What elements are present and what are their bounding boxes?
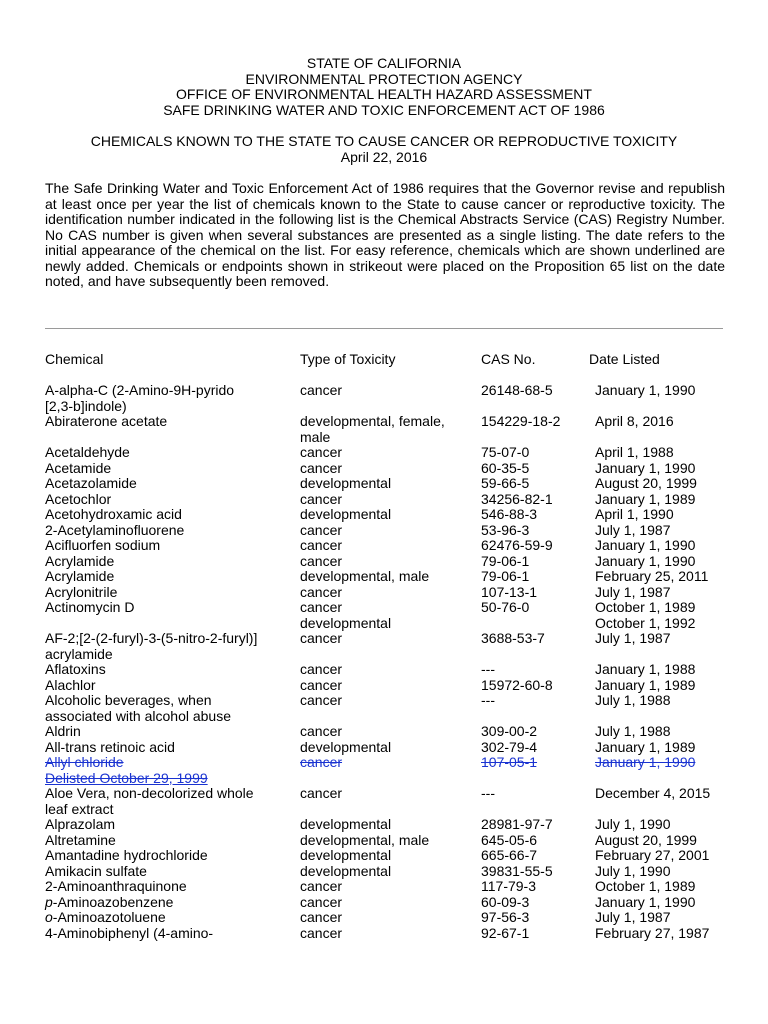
chemical-cell: Altretamine — [45, 831, 116, 848]
toxicity-cell: cancer — [300, 723, 343, 739]
chemical-cell: Amantadine hydrochloride — [45, 847, 208, 863]
chemical-cell: Actinomycin D — [45, 599, 135, 615]
cas-cell: 34256-82-1 — [481, 490, 553, 507]
cas-cell: 107-05-1 — [481, 754, 538, 770]
chemical-cell: A-alpha-C (2-Amino-9H-pyrido [2,3-b]indole) — [45, 382, 235, 414]
column-header-date: Date Listed — [589, 351, 660, 367]
cas-cell: 79-06-1 — [481, 568, 530, 584]
cas-cell: 546-88-3 — [481, 506, 538, 522]
chemical-cell: Aldrin — [45, 723, 81, 739]
date-cell: February 27, 2001 — [595, 847, 710, 863]
toxicity-cell: cancer — [300, 692, 343, 708]
date-cell: July 1, 1987 — [595, 521, 671, 538]
date-cell: January 1, 1990 — [595, 893, 696, 910]
table-row — [0, 631, 768, 662]
column-header-chemical: Chemical — [45, 351, 104, 367]
header-line-state: STATE OF CALIFORNIA — [306, 55, 462, 71]
toxicity-cell: developmental, male — [300, 568, 430, 584]
cas-cell: 645-05-6 — [481, 831, 538, 848]
chemical-cell: 4-Aminobiphenyl (4-amino- — [45, 924, 214, 941]
table-row — [0, 786, 768, 817]
date-cell: April 1, 1990 — [595, 506, 674, 522]
table-row — [0, 538, 768, 554]
date-cell: December 4, 2015 — [595, 785, 711, 801]
table-row — [0, 662, 768, 678]
cas-cell: 62476-59-9 — [481, 537, 553, 553]
date-cell: January 1, 1990 — [595, 552, 696, 569]
chemical-cell: 2-Aminoanthraquinone — [45, 878, 187, 894]
toxicity-cell: cancer — [300, 583, 343, 600]
table-row — [0, 910, 768, 926]
date-cell: April 8, 2016 — [595, 413, 674, 429]
cas-cell: 59-66-5 — [481, 475, 530, 491]
cas-cell: 665-66-7 — [481, 847, 538, 863]
chemical-cell: Aloe Vera, non-decolorized whole leaf extract — [45, 785, 254, 817]
chemical-cell: Acetaldehyde — [45, 444, 130, 460]
chemical-cell: Acetohydroxamic acid — [45, 506, 182, 522]
toxicity-cell: cancer — [300, 459, 343, 476]
date-cell: January 1, 1989 — [595, 676, 696, 693]
toxicity-cell: cancer — [300, 754, 343, 770]
date-cell: August 20, 1999 — [595, 475, 697, 491]
toxicity-cell: developmental — [300, 816, 392, 832]
header-line-agency: ENVIRONMENTAL PROTECTION AGENCY — [245, 70, 523, 87]
document-header — [0, 56, 768, 118]
date-cell: July 1, 1988 — [595, 692, 671, 708]
chemical-cell: Abiraterone acetate — [45, 413, 168, 429]
cas-cell: 3688-53-7 — [481, 630, 545, 646]
table-row — [0, 523, 768, 539]
date-cell: February 27, 1987 — [595, 924, 710, 941]
chemical-cell: All-trans retinoic acid — [45, 738, 175, 755]
date-cell: July 1, 1987 — [595, 583, 671, 600]
cas-cell: 154229-18-2 — [481, 413, 561, 429]
intro-paragraph: The Safe Drinking Water and Toxic Enforcement Act of 1986 requires that the Governor revise and republish at least once per year the list of chemicals known to the State to cause cancer or reproductive toxicity. The identification number indicated in the following list is the Chemical Abstracts Service (CAS) Registry Number. No CAS number is given when several substances are presented as a single listing. The date refers to the initial appearance of the chemical on the list. For easy reference, chemicals which are shown underlined are newly added. Chemicals or endpoints shown in strikeout were placed on the Proposition 65 list on the date noted, and have subsequently been removed. — [45, 180, 725, 289]
table-row — [0, 895, 768, 911]
toxicity-cell: developmental — [300, 475, 392, 491]
toxicity-cell: cancer — [300, 537, 343, 553]
cas-cell: 15972-60-8 — [481, 676, 553, 693]
chemical-cell: Alcoholic beverages, when associated with alcohol abuse — [45, 692, 232, 724]
chemical-cell: Alachlor — [45, 676, 96, 693]
chemical-cell: Acrylonitrile — [45, 583, 118, 600]
toxicity-cell: developmental, male — [300, 831, 430, 848]
table-row — [0, 740, 768, 756]
table-row — [0, 833, 768, 849]
table-row — [0, 600, 768, 631]
table-row — [0, 507, 768, 523]
chemical-cell: Acrylamide — [45, 568, 115, 584]
toxicity-cell: cancer — [300, 661, 343, 677]
cas-cell: 75-07-0 — [481, 444, 530, 460]
table-row — [0, 492, 768, 508]
toxicity-cell: cancer — [300, 552, 343, 569]
chemical-cell: Aflatoxins — [45, 661, 106, 677]
table-row — [0, 678, 768, 694]
toxicity-cell: cancer — [300, 382, 343, 398]
document-title: CHEMICALS KNOWN TO THE STATE TO CAUSE CANCER OR REPRODUCTIVE TOXICITY — [90, 133, 678, 149]
toxicity-cell: cancer — [300, 630, 343, 646]
document-date: April 22, 2016 — [340, 148, 428, 165]
toxicity-cell: developmental — [300, 847, 392, 863]
date-cell: January 1, 1990 — [595, 754, 696, 770]
date-cell: January 1, 1990 — [595, 537, 696, 553]
toxicity-cell: cancer — [300, 909, 343, 925]
date-cell: July 1, 1987 — [595, 909, 671, 925]
cas-cell: --- — [481, 785, 495, 801]
chemical-cell: p-Aminoazobenzene — [45, 893, 174, 910]
header-line-office: OFFICE OF ENVIRONMENTAL HEALTH HAZARD ASSESSMENT — [176, 86, 592, 102]
cas-cell: 60-35-5 — [481, 459, 530, 476]
toxicity-cell: cancer — [300, 444, 343, 460]
toxicity-cell: developmental — [300, 506, 392, 522]
column-header-cas: CAS No. — [481, 351, 536, 367]
chemical-cell: Acetazolamide — [45, 475, 137, 491]
cas-cell: --- — [481, 661, 495, 677]
date-cell: January 1, 1989 — [595, 738, 696, 755]
table-row — [0, 693, 768, 724]
delisted-note: Delisted October 29, 1999 — [45, 769, 208, 786]
chemical-list — [0, 383, 768, 941]
cas-cell: 39831-55-5 — [481, 862, 553, 879]
cas-cell: --- — [481, 692, 495, 708]
table-row — [0, 383, 768, 414]
toxicity-cell: cancer — [300, 893, 343, 910]
date-cell: January 1, 1989 — [595, 490, 696, 507]
table-row — [0, 724, 768, 740]
date-cell: July 1, 1990 — [595, 816, 671, 832]
chemical-cell: Acetamide — [45, 459, 112, 476]
date-cell: July 1, 1988 — [595, 723, 671, 739]
toxicity-cell: developmental — [300, 862, 392, 879]
toxicity-cell: cancer — [300, 490, 343, 507]
table-row — [0, 755, 768, 786]
table-row — [0, 461, 768, 477]
date-cell: February 25, 2011 — [595, 568, 709, 584]
toxicity-cell: cancer — [300, 521, 343, 538]
date-cell: January 1, 1990 — [595, 459, 696, 476]
date-cell: October 1, 1989 — [595, 878, 696, 894]
toxicity-cell: cancer — [300, 785, 343, 801]
cas-cell: 92-67-1 — [481, 924, 530, 941]
date-cell: January 1, 1990 — [595, 382, 696, 398]
document-title-block — [0, 134, 768, 165]
cas-cell: 26148-68-5 — [481, 382, 553, 398]
cas-cell: 50-76-0 — [481, 599, 530, 615]
cas-cell: 97-56-3 — [481, 909, 530, 925]
date-cell: October 1, 1989 October 1, 1992 — [595, 599, 696, 631]
chemical-cell: o-Aminoazotoluene — [45, 909, 166, 925]
toxicity-cell: cancer — [300, 878, 343, 894]
toxicity-cell: developmental — [300, 738, 392, 755]
chemical-cell: Amikacin sulfate — [45, 862, 147, 879]
chemical-cell: AF-2;[2-(2-furyl)-3-(5-nitro-2-furyl)] acrylamide — [45, 630, 258, 662]
table-row — [0, 569, 768, 585]
cas-cell: 107-13-1 — [481, 583, 538, 600]
table-row — [0, 926, 768, 942]
toxicity-cell: cancer developmental — [300, 599, 392, 631]
table-row — [0, 445, 768, 461]
date-cell: July 1, 1990 — [595, 862, 671, 879]
table-row — [0, 817, 768, 833]
chemical-cell: Alprazolam — [45, 816, 116, 832]
cas-cell: 28981-97-7 — [481, 816, 553, 832]
table-row — [0, 864, 768, 880]
date-cell: April 1, 1988 — [595, 444, 674, 460]
cas-cell: 309-00-2 — [481, 723, 538, 739]
toxicity-cell: cancer — [300, 676, 343, 693]
chemical-cell: Acetochlor — [45, 490, 112, 507]
divider — [45, 328, 723, 329]
cas-cell: 79-06-1 — [481, 552, 530, 569]
table-row — [0, 879, 768, 895]
date-cell: August 20, 1999 — [595, 831, 697, 848]
cas-cell: 302-79-4 — [481, 738, 538, 755]
table-row — [0, 554, 768, 570]
date-cell: January 1, 1988 — [595, 661, 696, 677]
chemical-cell: Allyl chloride Delisted October 29, 1999 — [45, 755, 304, 786]
chemical-cell: Acifluorfen sodium — [45, 537, 161, 553]
chemical-cell: Acrylamide — [45, 552, 115, 569]
cas-cell: 53-96-3 — [481, 521, 530, 538]
table-row — [0, 848, 768, 864]
header-line-act: SAFE DRINKING WATER AND TOXIC ENFORCEMENT ACT OF 1986 — [163, 101, 605, 118]
date-cell: July 1, 1987 — [595, 630, 671, 646]
table-row — [0, 476, 768, 492]
cas-cell: 60-09-3 — [481, 893, 530, 910]
toxicity-cell: developmental, female, male — [300, 413, 445, 445]
table-row — [0, 585, 768, 601]
toxicity-cell: cancer — [300, 924, 343, 941]
table-row — [0, 414, 768, 445]
chemical-cell: 2-Acetylaminofluorene — [45, 521, 185, 538]
cas-cell: 117-79-3 — [481, 878, 537, 894]
column-header-type: Type of Toxicity — [300, 351, 396, 367]
